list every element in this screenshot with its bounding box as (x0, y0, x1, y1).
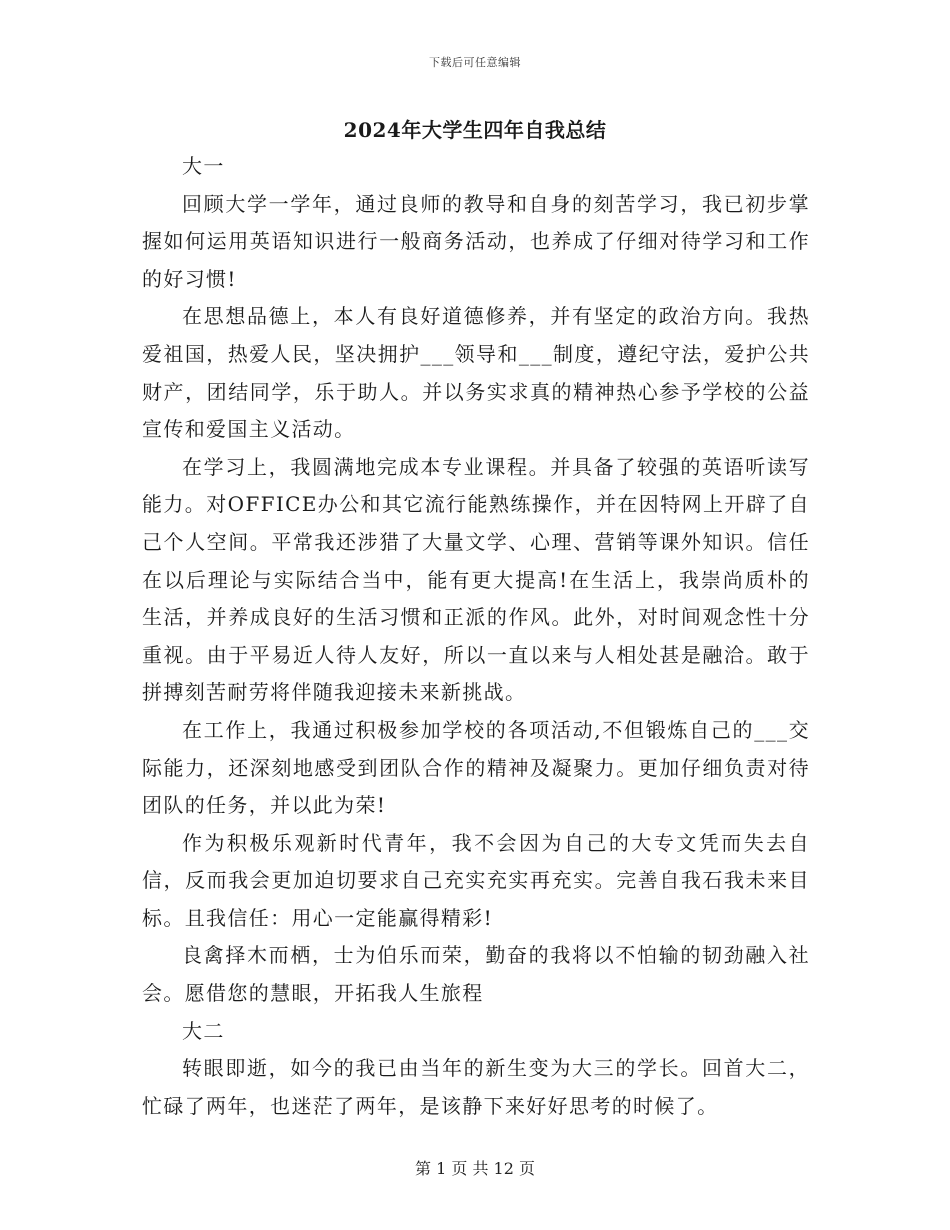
paragraph-closing: 良禽择木而栖，士为伯乐而荣，勤奋的我将以不怕输的韧劲融入社会。愿借您的慧眼，开拓我人生旅程 (142, 943, 810, 1006)
section-heading-year-one: 大一 (182, 154, 225, 178)
paragraph-morality: 在思想品德上，本人有良好道德修养，并有坚定的政治方向。我热爱祖国，热爱人民，坚决拥护___领导和___制度，遵纪守法，爱护公共财产，团结同学，乐于助人。并以务实求真的精神热心参予学校的公益宣传和爱国主义活动。 (142, 304, 810, 442)
document-body (142, 148, 810, 1125)
paragraph-year-two-intro: 转眼即逝，如今的我已由当年的新生变为大三的学长。回首大二，忙碌了两年，也迷茫了两年，是该静下来好好思考的时候了。 (142, 1056, 810, 1118)
page-number-footer: 第 1 页 共 12 页 (415, 1159, 535, 1178)
paragraph-study: 在学习上，我圆满地完成本专业课程。并具备了较强的英语听读写能力。对OFFICE办公和其它流行能熟练操作，并在因特网上开辟了自己个人空间。平常我还涉猎了大量文学、心理、营销等课外知识。信任在以后理论与实际结合当中，能有更大提高!在生活上，我崇尚质朴的生活，并养成良好的生活习惯和正派的作风。此外，对时间观念性十分重视。由于平易近人待人友好，所以一直以来与人相处甚是融洽。敢于拼搏刻苦耐劳将伴随我迎接未来新挑战。 (142, 454, 810, 705)
header-note: 下载后可任意编辑 (429, 56, 521, 69)
paragraph-confidence: 作为积极乐观新时代青年，我不会因为自己的大专文凭而失去自信，反而我会更加迫切要求自己充实充实再充实。完善自我石我未来目标。且我信任：用心一定能赢得精彩! (142, 830, 810, 930)
document-title: 2024年大学生四年自我总结 (343, 118, 607, 142)
paragraph-review: 回顾大学一学年，通过良师的教导和自身的刻苦学习，我已初步掌握如何运用英语知识进行一般商务活动，也养成了仔细对待学习和工作的好习惯! (142, 191, 810, 291)
section-heading-year-two: 大二 (182, 1018, 225, 1043)
paragraph-work: 在工作上，我通过积极参加学校的各项活动,不但锻炼自己的___交际能力，还深刻地感受到团队合作的精神及凝聚力。更加仔细负责对待团队的任务，并以此为荣! (142, 717, 810, 818)
